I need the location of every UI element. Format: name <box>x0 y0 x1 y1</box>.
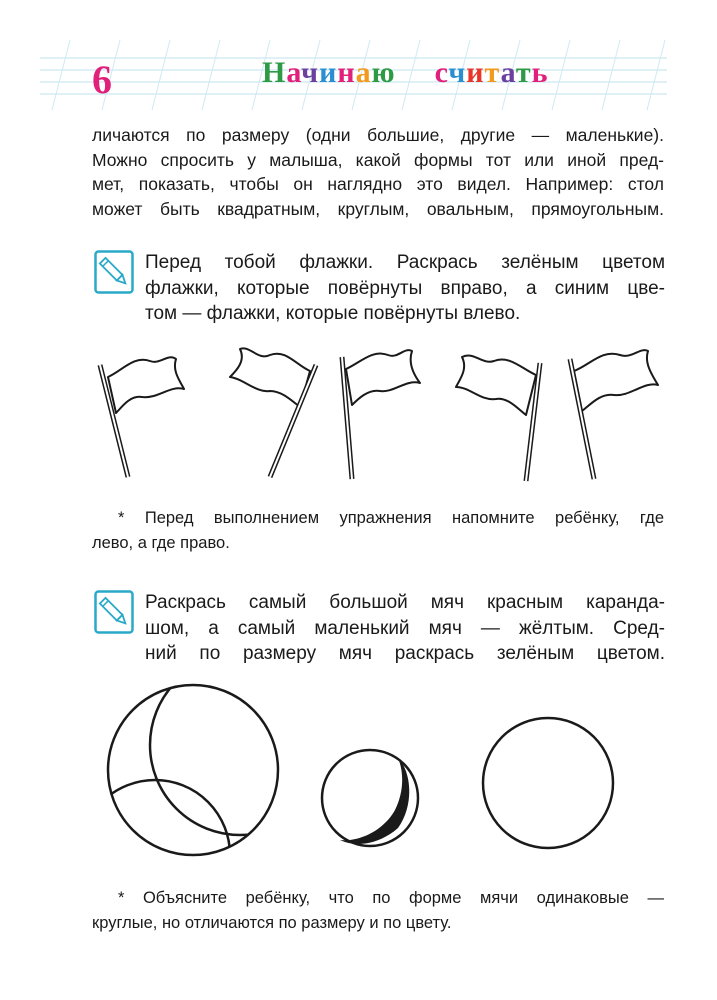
medium-ball <box>483 718 613 848</box>
task-1-text <box>145 250 665 327</box>
pencil-icon <box>94 590 134 634</box>
title-letter: и <box>319 56 338 89</box>
task-1-line: том — флажки, которые повёрнуты влево. <box>145 303 521 324</box>
intro-line: Можно спросить у малыша, какой формы тот или иной пред- <box>92 149 664 170</box>
small-ball <box>322 750 418 846</box>
title-letter: а <box>500 56 516 89</box>
task-2-line: ний по размеру мяч раскрась зелёным цветом. <box>145 643 665 664</box>
title-letter: ч <box>448 56 467 89</box>
title-letter: т <box>484 56 501 89</box>
page-header <box>0 0 717 115</box>
task-1-note-line: лево, а где право. <box>92 534 230 552</box>
flag-right <box>570 350 658 479</box>
title-word-2 <box>426 56 548 89</box>
task-2-note-line: круглые, но отличаются по размеру и по цвету. <box>92 914 452 932</box>
title-letter: и <box>466 56 485 89</box>
task-2-line: Раскрась самый большой мяч красным каранда- <box>145 592 665 613</box>
title-letter: Н <box>262 56 287 89</box>
title-word-1 <box>262 56 404 89</box>
balls-illustration <box>0 680 717 860</box>
task-2-note <box>92 886 664 936</box>
flags-illustration <box>0 335 717 495</box>
task-1-line: Перед тобой флажки. Раскрась зелёным цветом <box>145 252 665 273</box>
flag-right <box>100 357 184 477</box>
title-letter: т <box>515 56 532 89</box>
flag-right <box>342 350 420 479</box>
intro-line: личаются по размеру (одни большие, другие — маленькие). <box>92 125 664 145</box>
flag-left <box>230 348 316 477</box>
big-ball <box>80 680 330 860</box>
task-2-note-line: * Объясните ребёнку, что по форме мячи одинаковые — <box>118 889 664 907</box>
task-2-line: шом, а самый маленький мяч — жёлтым. Сред- <box>145 617 665 639</box>
flag-left <box>456 355 540 481</box>
title-letter: н <box>337 56 356 89</box>
intro-line: мет, показать, чтобы он наглядно это видел. Например: стол <box>92 174 664 194</box>
task-1-note-line: * Перед выполнением упражнения напомните ребёнку, где <box>118 509 664 527</box>
task-2-text <box>145 590 665 667</box>
task-1-line: флажки, которые повёрнуты вправо, а синим цве- <box>145 277 665 299</box>
pencil-icon <box>94 250 134 294</box>
title-letter: с <box>434 56 449 89</box>
intro-paragraph <box>92 123 664 221</box>
title-letter: ч <box>301 56 320 89</box>
title-letter: а <box>355 56 372 89</box>
title-letter: ю <box>371 56 396 89</box>
intro-line: может быть квадратным, круглым, овальным, прямоугольным. <box>92 198 664 219</box>
task-1-note <box>92 506 664 556</box>
title-letter: а <box>286 56 302 89</box>
title-letter: ь <box>531 56 549 89</box>
page-number: 6 <box>92 57 112 102</box>
page-title <box>262 56 549 90</box>
